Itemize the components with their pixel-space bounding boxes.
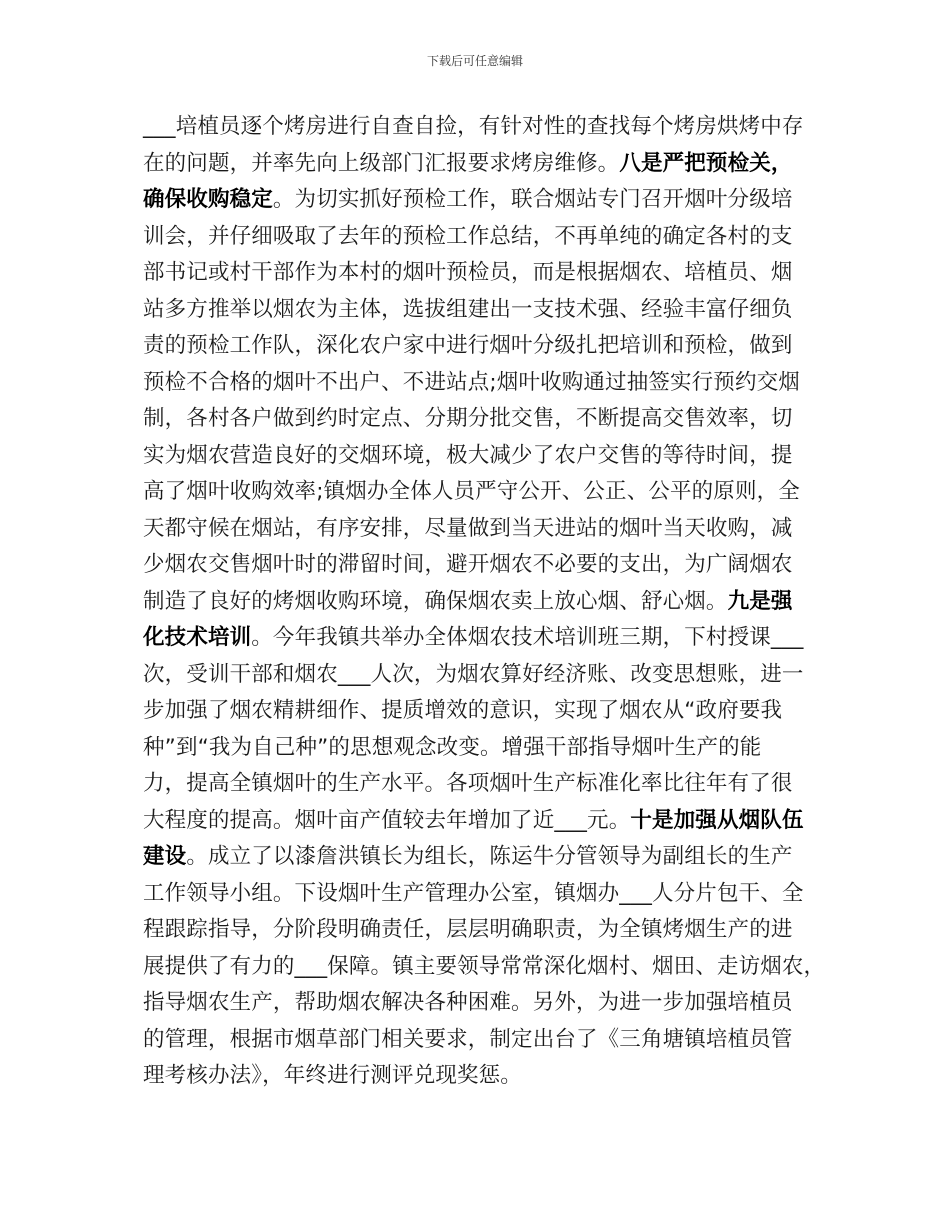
- bold-heading-text: 建设: [143, 844, 187, 869]
- text-line: [143, 292, 815, 329]
- body-text: 天都守候在烟站，有序安排，尽量做到当天进站的烟叶当天收购，减: [143, 515, 793, 541]
- text-line: [143, 876, 815, 913]
- body-text: 力，提高全镇烟叶的生产水平。各项烟叶生产标准化率比往年有了很: [143, 771, 793, 796]
- text-line: [143, 328, 815, 365]
- text-line: [143, 730, 815, 767]
- text-line: [143, 365, 815, 402]
- body-text: 在的问题，并率先向上级部门汇报要求烤房维修。: [143, 150, 620, 176]
- text-line: [143, 255, 815, 292]
- body-text: 训会，并仔细吸取了去年的预检工作总结，不再单纯的确定各村的支: [143, 223, 793, 249]
- text-line: [143, 912, 815, 949]
- body-text: 种”到“我为自己种”的思想观念改变。增强干部指导烟叶生产的能: [143, 734, 762, 760]
- body-text: 站多方推举以烟农为主体，选拔组建出一支技术强、经验丰富仔细负: [143, 296, 793, 322]
- text-line: [143, 182, 815, 219]
- text-line: [143, 657, 815, 694]
- text-line: [143, 219, 815, 256]
- text-line: [143, 511, 815, 548]
- bold-heading-text: 确保收购稳定: [143, 187, 273, 212]
- body-text: 实为烟农营造良好的交烟环境，极大减少了农户交售的等待时间，提: [143, 442, 793, 468]
- bold-heading-text: 九是强: [727, 588, 793, 614]
- text-line: [143, 620, 815, 657]
- text-line: [143, 766, 815, 803]
- text-line: [143, 584, 815, 621]
- body-text: 步加强了烟农精耕细作、提质增效的意识，实现了烟农从“政府要我: [143, 698, 783, 723]
- text-line: [143, 839, 815, 876]
- body-text: ___培植员逐个烤房进行自查自捡，有针对性的查找每个烤房烘烤中存: [143, 114, 804, 139]
- text-line: [143, 547, 815, 584]
- body-text: 展提供了有力的___保障。镇主要领导常常深化烟村、烟田、走访烟农，: [143, 953, 826, 979]
- body-text: 。今年我镇共举办全体烟农技术培训班三期，下村授课___: [251, 625, 804, 650]
- page-header: 下载后可任意编辑: [426, 54, 523, 68]
- text-line: [143, 1022, 815, 1059]
- body-text: 少烟农交售烟叶时的滞留时间，避开烟农不必要的支出，为广阔烟农: [143, 552, 793, 577]
- body-text: 。成立了以漆詹洪镇长为组长，陈运牛分管领导为副组长的生产: [186, 844, 793, 869]
- text-line: [143, 693, 815, 730]
- body-text: 次，受训干部和烟农___人次，为烟农算好经济账、改变思想账，进一: [143, 661, 804, 687]
- text-line: [143, 401, 815, 438]
- body-text: 部书记或村干部作为本村的烟叶预检员，而是根据烟农、培植员、烟: [143, 260, 793, 285]
- body-text: 制，各村各户做到约时定点、分期分批交售，不断提高交售效率，切: [143, 406, 793, 431]
- text-line: [143, 438, 815, 475]
- body-text: 工作领导小组。下设烟叶生产管理办公室，镇烟办___人分片包干、全: [143, 880, 804, 906]
- bold-heading-text: 十是加强从烟队伍: [630, 807, 804, 833]
- text-line: [143, 474, 815, 511]
- body-text: 预检不合格的烟叶不出户、不进站点;烟叶收购通过抽签实行预约交烟: [143, 369, 800, 395]
- bold-heading-text: 八是严把预检关，: [619, 150, 793, 176]
- text-line: [143, 1058, 815, 1095]
- body-text: 的管理，根据市烟草部门相关要求，制定出台了《三角塘镇培植员管: [143, 1026, 793, 1052]
- document-body: [143, 109, 826, 1095]
- text-line: [143, 949, 826, 986]
- body-text: 责的预检工作队，深化农户家中进行烟叶分级扎把培训和预检，做到: [143, 333, 793, 358]
- text-line: [143, 109, 815, 146]
- body-text: 指导烟农生产，帮助烟农解决各种困难。另外，为进一步加强培植员: [143, 990, 793, 1015]
- body-text: 理考核办法》，年终进行测评兑现奖惩。: [143, 1063, 522, 1088]
- body-text: 大程度的提高。烟叶亩产值较去年增加了近___元。: [143, 807, 631, 833]
- body-text: 制造了良好的烤烟收购环境，确保烟农卖上放心烟、舒心烟。: [143, 588, 728, 614]
- text-line: [143, 803, 815, 840]
- text-line: [143, 146, 815, 183]
- bold-heading-text: 化技术培训: [143, 625, 252, 650]
- text-line: [143, 985, 815, 1022]
- body-text: 高了烟叶收购效率;镇烟办全体人员严守公开、公正、公平的原则，全: [143, 479, 800, 504]
- body-text: 程跟踪指导，分阶段明确责任，层层明确职责，为全镇烤烟生产的进: [143, 917, 793, 942]
- body-text: 。为切实抓好预检工作，联合烟站专门召开烟叶分级培: [272, 187, 793, 212]
